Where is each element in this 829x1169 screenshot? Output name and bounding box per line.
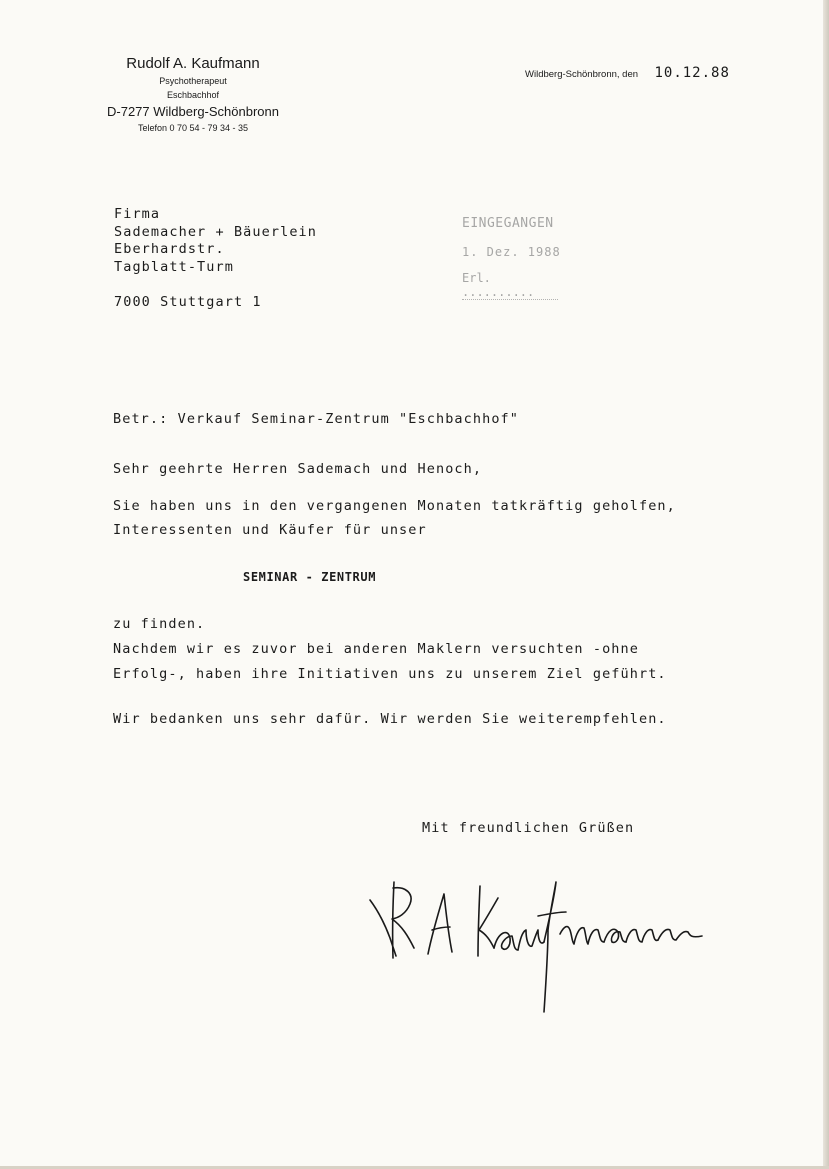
subject-line: Betr.: Verkauf Seminar-Zentrum "Eschbachhof" xyxy=(113,411,520,427)
paragraph-2-line-2: Nachdem wir es zuvor bei anderen Maklern versuchten -ohne xyxy=(113,641,639,657)
sender-estate: Eschbachhof xyxy=(166,90,220,100)
recipient-line-4: Tagblatt-Turm xyxy=(114,258,234,275)
sender-postal-city: D-7277 Wildberg-Schönbronn xyxy=(107,104,279,119)
handwritten-signature xyxy=(362,872,722,1022)
stamp-received-label: EINGEGANGEN xyxy=(462,216,554,231)
dateline xyxy=(525,64,730,82)
paragraph-1-line-2: Interessenten und Käufer für unser xyxy=(113,522,427,538)
recipient-city: 7000 Stuttgart 1 xyxy=(114,294,262,310)
paragraph-3: Wir bedanken uns sehr dafür. Wir werden Sie weiterempfehlen. xyxy=(113,711,667,727)
paragraph-1-line-1: Sie haben uns in den vergangenen Monaten tatkräftig geholfen, xyxy=(113,498,676,514)
sender-name: Rudolf A. Kaufmann xyxy=(126,55,260,72)
recipient-line-1: Firma xyxy=(114,206,161,222)
stamp-date: 1. Dez. 1988 xyxy=(462,245,561,259)
recipient-line-3: Eberhardstr. xyxy=(114,241,225,257)
recipient-line-2: Sademacher + Bäuerlein xyxy=(114,223,318,240)
dateline-place: Wildberg-Schönbronn, den xyxy=(525,69,639,80)
paragraph-1 xyxy=(113,494,676,542)
paragraph-2-line-3: Erfolg-, haben ihre Initiativen uns zu unserem Ziel geführt. xyxy=(113,666,667,682)
letterhead xyxy=(88,54,298,135)
dateline-date: 10.12.88 xyxy=(654,65,730,81)
received-stamp xyxy=(462,216,592,300)
stamp-handled: Erl. .......... xyxy=(462,271,558,300)
paper-edge-right xyxy=(823,0,829,1169)
paragraph-2-line-1: zu finden. xyxy=(113,616,206,632)
recipient-address xyxy=(114,206,317,312)
sender-profession: Psychotherapeut xyxy=(159,76,227,86)
salutation: Sehr geehrte Herren Sademach und Henoch, xyxy=(113,461,483,477)
paragraph-2 xyxy=(113,612,667,687)
centered-heading: SEMINAR - ZENTRUM xyxy=(243,570,377,584)
closing-greeting: Mit freundlichen Grüßen xyxy=(422,820,635,836)
sender-phone: Telefon 0 70 54 - 79 34 - 35 xyxy=(137,123,249,133)
